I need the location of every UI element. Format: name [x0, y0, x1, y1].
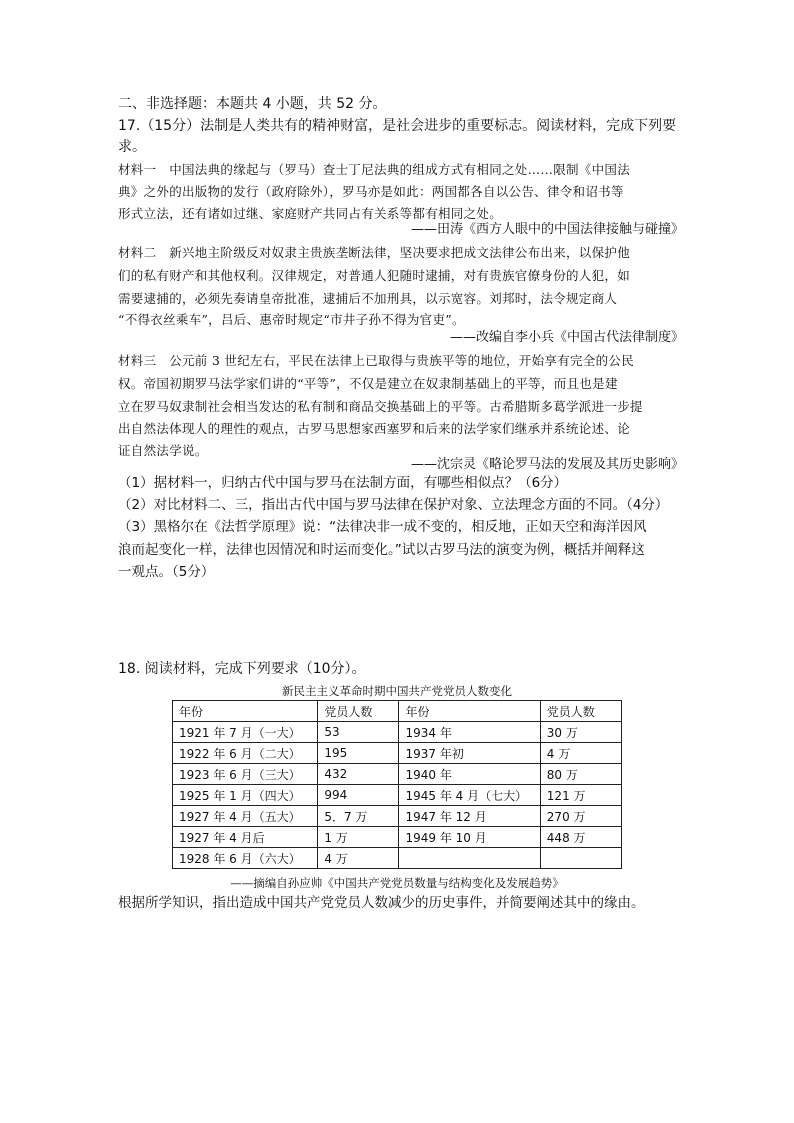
table-cell: 1925 年 1 月（四大）	[173, 785, 318, 806]
table-cell: 4 万	[318, 848, 399, 869]
q17-subquestion-2: （2）对比材料二、三，指出古代中国与罗马法律在保护对象、立法理念方面的不同。（4分）	[118, 497, 669, 513]
header-year-2: 年份	[399, 701, 540, 722]
material-2-line-3: 需要逮捕的，必须先奏请皇帝批准，逮捕后不加刑具，以示宽容。刘邦时，法令规定商人	[118, 291, 618, 306]
table-row	[173, 743, 622, 764]
table-cell: 1927 年 4 月（五大）	[173, 806, 318, 827]
party-membership-table	[172, 700, 622, 869]
table-row	[173, 848, 622, 869]
table-cell: 30 万	[540, 722, 621, 743]
table-header-row	[173, 701, 622, 722]
table-title: 新民主主义革命时期中国共产党党员人数变化	[282, 684, 512, 698]
q17-subquestion-3-line-3: 一观点。（5分）	[118, 564, 215, 580]
material-3-line-2: 权。帝国初期罗马法学家们讲的“平等”，不仅是建立在奴隶制基础上的平等，而且也是建	[118, 376, 618, 391]
q17-stem-line-1: 17.（15分）法制是人类共有的精神财富，是社会进步的重要标志。阅读材料，完成下列要	[118, 118, 677, 134]
table-row	[173, 722, 622, 743]
table-cell: 4 万	[540, 743, 621, 764]
table-cell: 1928 年 6 月（六大）	[173, 848, 318, 869]
table-cell: 1 万	[318, 827, 399, 848]
table-cell: 1922 年 6 月（二大）	[173, 743, 318, 764]
table-row	[173, 764, 622, 785]
material-3-line-5: 证自然法学说。	[118, 443, 208, 458]
table-cell: 121 万	[540, 785, 621, 806]
table-cell	[399, 848, 540, 869]
table-cell: 994	[318, 785, 399, 806]
q17-stem-line-2: 求。	[118, 139, 146, 155]
material-2-line-4: “不得衣丝乘车”，吕后、惠帝时规定“市井子孙不得为官吏”。	[118, 312, 465, 327]
table-cell: 270 万	[540, 806, 621, 827]
table-row	[173, 806, 622, 827]
material-1-source: ——田涛《西方人眼中的中国法律接触与碰撞》	[410, 222, 684, 237]
section-heading: 二、非选择题：本题共 4 小题，共 52 分。	[118, 96, 387, 112]
q17-subquestion-1: （1）据材料一，归纳古代中国与罗马在法制方面，有哪些相似点？（6分）	[118, 475, 568, 491]
table-cell: 1927 年 4 月后	[173, 827, 318, 848]
table-cell: 1947 年 12 月	[399, 806, 540, 827]
material-2-source: ——改编自李小兵《中国古代法律制度》	[449, 330, 684, 345]
table-cell: 1934 年	[399, 722, 540, 743]
header-members-2: 党员人数	[540, 701, 621, 722]
table-cell: 80 万	[540, 764, 621, 785]
table-row	[173, 785, 622, 806]
table-source: ——摘编自孙应帅《中国共产党党员数量与结构变化及发展趋势》	[230, 876, 564, 890]
table-cell: 1923 年 6 月（三大）	[173, 764, 318, 785]
material-1-line-1: 材料一 中国法典的缘起与（罗马）查士丁尼法典的组成方式有相同之处……限制《中国法	[118, 162, 631, 177]
material-3-line-4: 出自然法体现人的理性的观点，古罗马思想家西塞罗和后来的法学家们继承并系统论述、论	[118, 421, 631, 436]
material-3-line-1: 材料三 公元前 3 世纪左右，平民在法律上已取得与贵族平等的地位，开始享有完全的公民	[118, 353, 635, 368]
q17-subquestion-3-line-2: 浪而起变化一样，法律也因情况和时运而变化。”试以古罗马法的演变为例，概括并阐释这	[118, 542, 645, 558]
q17-subquestion-3-line-1: （3）黑格尔在《法哲学原理》说：“法律决非一成不变的，相反地，正如天空和海洋因风	[118, 519, 647, 535]
material-1-line-3: 形式立法，还有诸如过继、家庭财产共同占有关系等都有相同之处。	[118, 206, 503, 221]
header-year-1: 年份	[173, 701, 318, 722]
table-cell	[540, 848, 621, 869]
material-2-line-1: 材料二 新兴地主阶级反对奴隶主贵族垄断法律，坚决要求把成文法律公布出来，以保护他	[118, 245, 631, 260]
table-cell: 53	[318, 722, 399, 743]
material-3-source: ——沈宗灵《略论罗马法的发展及其历史影响》	[410, 457, 684, 472]
table-row	[173, 827, 622, 848]
table-cell: 448 万	[540, 827, 621, 848]
material-3-line-3: 立在罗马奴隶制社会相当发达的私有制和商品交换基础上的平等。古希腊斯多葛学派进一步提	[118, 399, 643, 414]
table-cell: 1940 年	[399, 764, 540, 785]
table-cell: 1937 年初	[399, 743, 540, 764]
q18-question: 根据所学知识，指出造成中国共产党党员人数减少的历史事件，并简要阐述其中的缘由。	[118, 895, 645, 911]
header-members-1: 党员人数	[318, 701, 399, 722]
q18-stem: 18. 阅读材料，完成下列要求（10分）。	[118, 661, 366, 677]
table-cell: 1921 年 7 月（一大）	[173, 722, 318, 743]
material-2-line-2: 们的私有财产和其他权利。汉律规定，对普通人犯随时逮捕，对有贵族官僚身份的人犯，如	[118, 268, 631, 283]
table-cell: 5．7 万	[318, 806, 399, 827]
table-cell: 1949 年 10 月	[399, 827, 540, 848]
table-cell: 195	[318, 743, 399, 764]
material-1-line-2: 典》之外的出版物的发行（政府除外），罗马亦是如此：两国都各自以公告、律令和诏书等	[118, 184, 624, 199]
table-cell: 432	[318, 764, 399, 785]
table-cell: 1945 年 4 月（七大）	[399, 785, 540, 806]
